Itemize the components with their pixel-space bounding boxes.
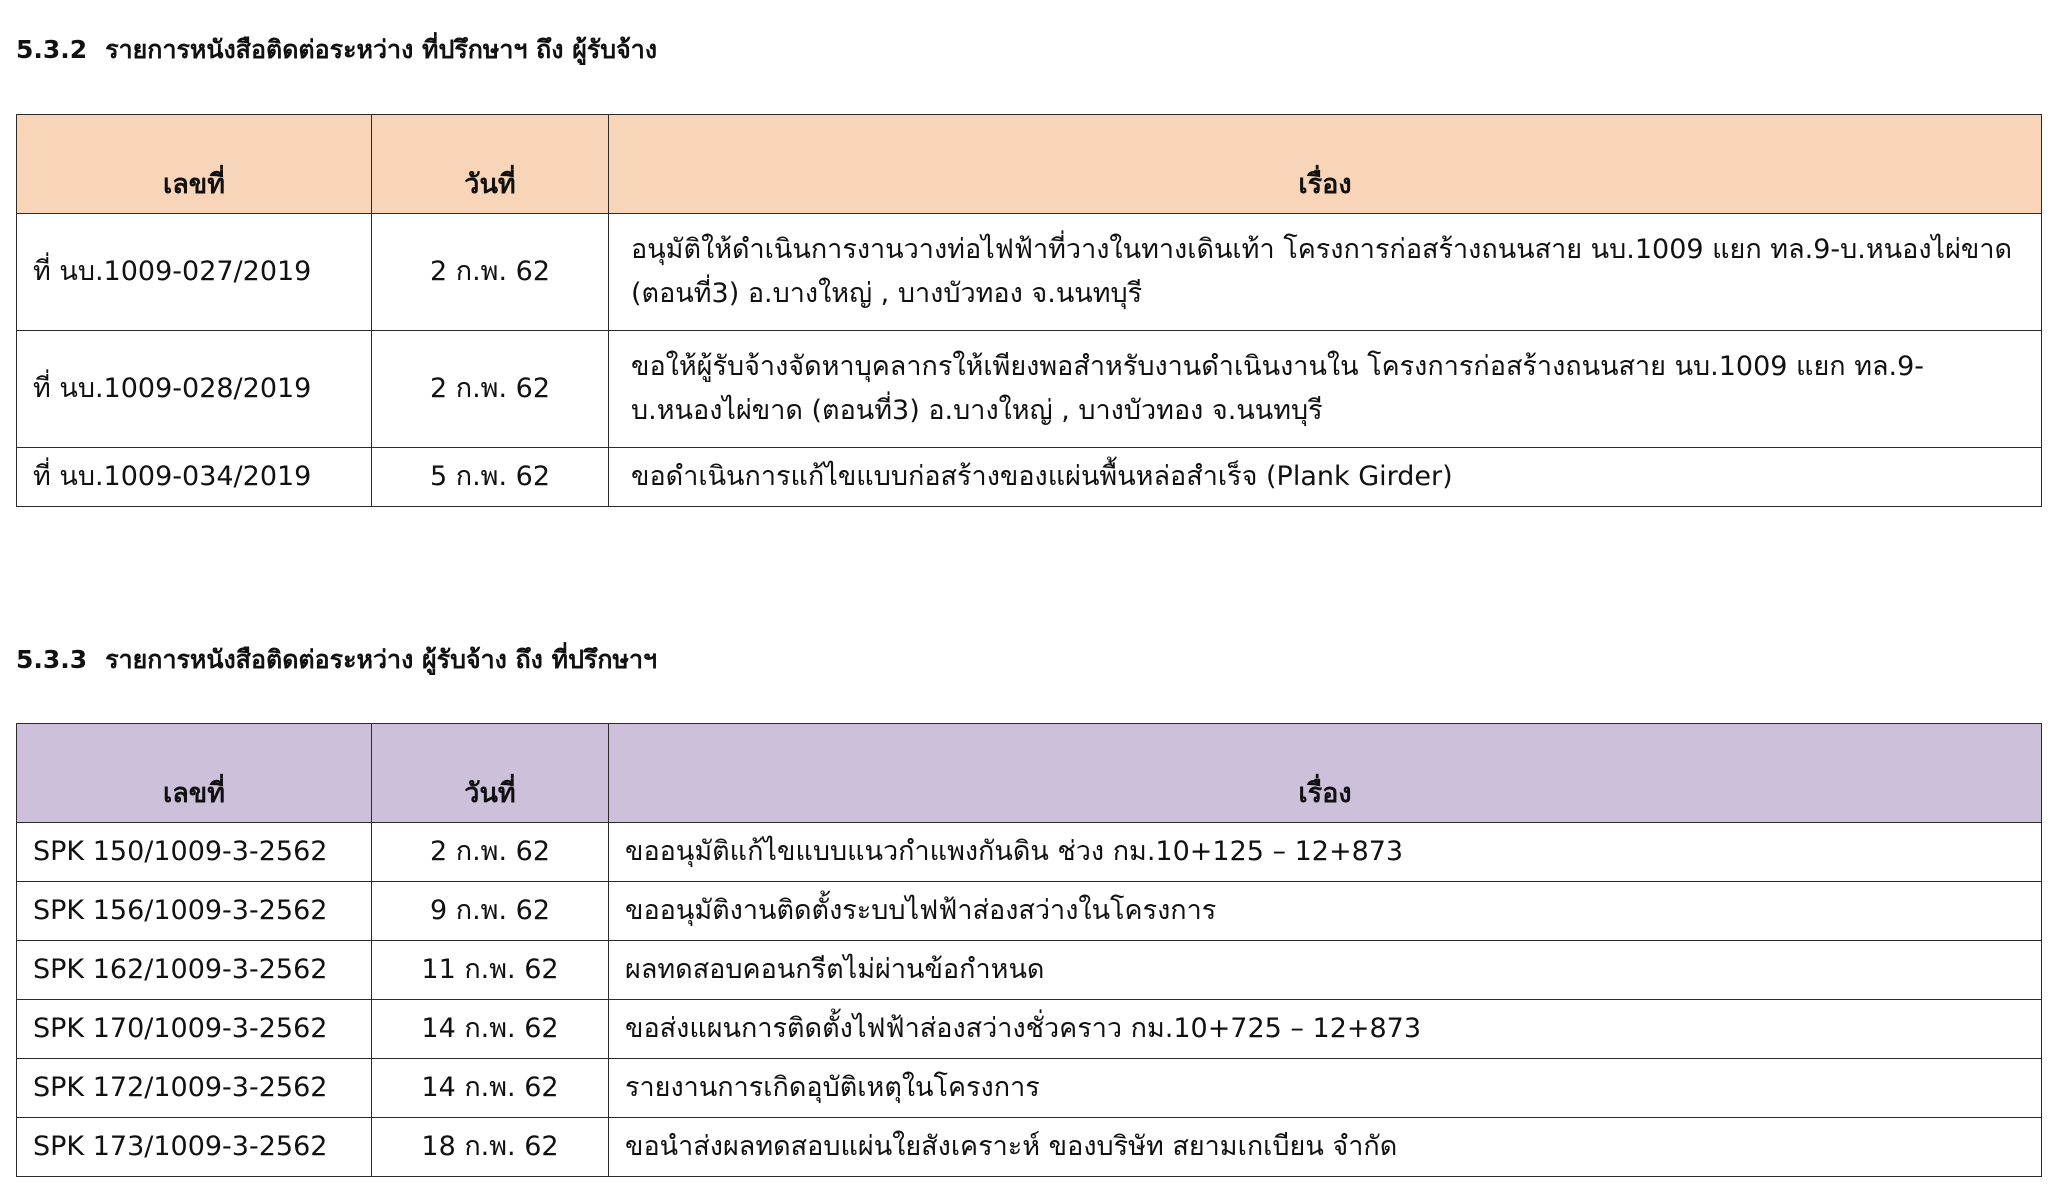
section-heading-5-3-2 [16, 30, 657, 70]
letters-contractor-to-consultant-table [16, 723, 2042, 1177]
column-header-no: เลขที่ [17, 115, 372, 214]
letter-subject-cell: ขอส่งแผนการติดตั้งไฟฟ้าส่องสว่างชั่วคราว กม.10+725 – 12+873 [609, 1000, 2042, 1059]
letter-date-cell: 5 ก.พ. 62 [372, 448, 609, 507]
section-number: 5.3.2 [16, 35, 88, 64]
letter-date-cell: 2 ก.พ. 62 [372, 214, 609, 331]
letter-subject-cell: ผลทดสอบคอนกรีตไม่ผ่านข้อกำหนด [609, 941, 2042, 1000]
table-row [17, 941, 2042, 1000]
table-row [17, 882, 2042, 941]
letter-subject-cell: ขออนุมัติงานติดตั้งระบบไฟฟ้าส่องสว่างในโครงการ [609, 882, 2042, 941]
letter-date-cell: 14 ก.พ. 62 [372, 1059, 609, 1118]
column-header-subject: เรื่อง [609, 115, 2042, 214]
letter-subject-cell: ขอนำส่งผลทดสอบแผ่นใยสังเคราะห์ ของบริษัท สยามเกเบียน จำกัด [609, 1118, 2042, 1177]
letter-date-cell: 18 ก.พ. 62 [372, 1118, 609, 1177]
letter-date-cell: 14 ก.พ. 62 [372, 1000, 609, 1059]
letter-number-cell: ที่ นบ.1009-027/2019 [17, 214, 372, 331]
letter-date-cell: 2 ก.พ. 62 [372, 331, 609, 448]
letter-date-cell: 9 ก.พ. 62 [372, 882, 609, 941]
letter-number-cell: SPK 162/1009-3-2562 [17, 941, 372, 1000]
table-header-row [17, 724, 2042, 823]
table-row [17, 1059, 2042, 1118]
letters-consultant-to-contractor-table [16, 114, 2042, 507]
table-row [17, 1000, 2042, 1059]
column-header-no: เลขที่ [17, 724, 372, 823]
letter-number-cell: SPK 172/1009-3-2562 [17, 1059, 372, 1118]
table-header-row [17, 115, 2042, 214]
column-header-date: วันที่ [372, 724, 609, 823]
section-number: 5.3.3 [16, 645, 88, 674]
column-header-subject: เรื่อง [609, 724, 2042, 823]
letter-subject-cell: ขอให้ผู้รับจ้างจัดหาบุคลากรให้เพียงพอสำหรับงานดำเนินงานใน โครงการก่อสร้างถนนสาย นบ.1009 แยก ทล.9-บ.หนองไผ่ขาด (ตอนที่3) อ.บางใหญ่ , บางบัวทอง จ.นนทบุรี [609, 331, 2042, 448]
table-row [17, 823, 2042, 882]
letter-date-cell: 2 ก.พ. 62 [372, 823, 609, 882]
letter-number-cell: SPK 150/1009-3-2562 [17, 823, 372, 882]
letter-number-cell: SPK 170/1009-3-2562 [17, 1000, 372, 1059]
letter-number-cell: ที่ นบ.1009-028/2019 [17, 331, 372, 448]
section-title: รายการหนังสือติดต่อระหว่าง ที่ปรึกษาฯ ถึง ผู้รับจ้าง [105, 35, 658, 64]
table-row [17, 214, 2042, 331]
letter-number-cell: SPK 173/1009-3-2562 [17, 1118, 372, 1177]
letter-subject-cell: รายงานการเกิดอุบัติเหตุในโครงการ [609, 1059, 2042, 1118]
section-title: รายการหนังสือติดต่อระหว่าง ผู้รับจ้าง ถึง ที่ปรึกษาฯ [105, 645, 658, 674]
table-row [17, 448, 2042, 507]
table-row [17, 1118, 2042, 1177]
letter-number-cell: ที่ นบ.1009-034/2019 [17, 448, 372, 507]
letter-subject-cell: อนุมัติให้ดำเนินการงานวางท่อไฟฟ้าที่วางในทางเดินเท้า โครงการก่อสร้างถนนสาย นบ.1009 แยก ทล.9-บ.หนองไผ่ขาด (ตอนที่3) อ.บางใหญ่ , บางบัวทอง จ.นนทบุรี [609, 214, 2042, 331]
column-header-date: วันที่ [372, 115, 609, 214]
letter-subject-cell: ขออนุมัติแก้ไขแบบแนวกำแพงกันดิน ช่วง กม.10+125 – 12+873 [609, 823, 2042, 882]
section-heading-5-3-3 [16, 640, 657, 680]
letter-date-cell: 11 ก.พ. 62 [372, 941, 609, 1000]
letter-subject-cell: ขอดำเนินการแก้ไขแบบก่อสร้างของแผ่นพื้นหล่อสำเร็จ (Plank Girder) [609, 448, 2042, 507]
letter-number-cell: SPK 156/1009-3-2562 [17, 882, 372, 941]
table-row [17, 331, 2042, 448]
